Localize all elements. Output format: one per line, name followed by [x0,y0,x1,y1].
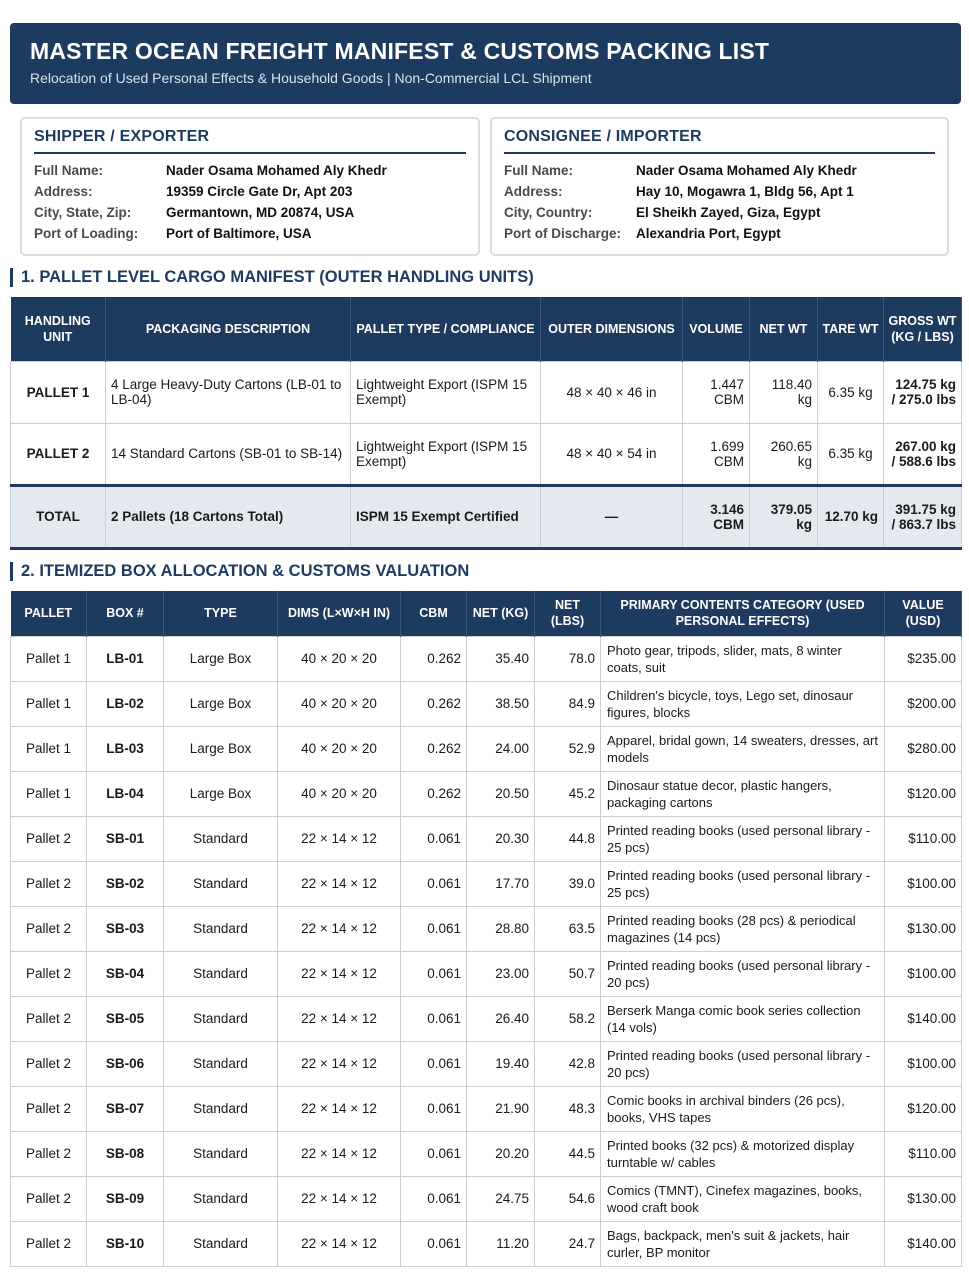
box-net-lbs: 78.0 [535,636,601,681]
column-header: VALUE (USD) [885,591,962,636]
consignee-heading: CONSIGNEE / IMPORTER [504,128,935,154]
field-value: Hay 10, Mogawra 1, Bldg 56, Apt 1 [636,184,854,199]
box-number: SB-07 [87,1086,164,1131]
box-net-lbs: 63.5 [535,906,601,951]
outer-dimensions: 48 × 40 × 46 in [541,361,683,423]
box-number: SB-09 [87,1176,164,1221]
box-net-lbs: 45.2 [535,771,601,816]
field-value: El Sheikh Zayed, Giza, Egypt [636,205,821,220]
box-number: LB-03 [87,726,164,771]
box-contents: Comic books in archival binders (26 pcs), books, VHS tapes [601,1086,885,1131]
shipper-row [34,202,466,223]
total-compliance: ISPM 15 Exempt Certified [351,485,541,548]
pallet-cell: Pallet 2 [11,1176,87,1221]
field-label: Address: [504,184,563,199]
box-type: Large Box [164,771,278,816]
box-value: $280.00 [885,726,962,771]
document-title: MASTER OCEAN FREIGHT MANIFEST & CUSTOMS PACKING LIST [30,38,770,64]
table-row [11,771,962,816]
box-contents: Printed reading books (28 pcs) & periodical magazines (14 pcs) [601,906,885,951]
box-contents: Printed reading books (used personal library - 25 pcs) [601,816,885,861]
box-net-lbs: 50.7 [535,951,601,996]
box-value: $110.00 [885,816,962,861]
column-header: PALLET [11,591,87,636]
box-contents: Printed reading books (used personal library - 20 pcs) [601,951,885,996]
box-value: $110.00 [885,1131,962,1176]
box-type: Standard [164,906,278,951]
box-number: SB-10 [87,1221,164,1266]
box-net-kg: 26.40 [467,996,535,1041]
box-number: SB-05 [87,996,164,1041]
tare-weight: 6.35 kg [818,423,884,485]
pallet-cell: Pallet 2 [11,1221,87,1266]
packaging-description: 4 Large Heavy-Duty Cartons (LB-01 to LB-04) [106,361,351,423]
box-contents: Comics (TMNT), Cinefex magazines, books, wood craft book [601,1176,885,1221]
box-value: $235.00 [885,636,962,681]
box-number: SB-03 [87,906,164,951]
box-type: Standard [164,816,278,861]
field-label: City, State, Zip: [34,205,132,220]
box-value: $100.00 [885,951,962,996]
box-contents: Printed books (32 pcs) & motorized display turntable w/ cables [601,1131,885,1176]
handling-unit: PALLET 1 [11,361,106,423]
box-number: LB-01 [87,636,164,681]
pallet-cell: Pallet 2 [11,1041,87,1086]
table-row [11,816,962,861]
box-cbm: 0.061 [401,1086,467,1131]
pallet-cell: Pallet 2 [11,1131,87,1176]
consignee-row [504,160,935,181]
section-2-title: 2. ITEMIZED BOX ALLOCATION & CUSTOMS VALUATION [10,562,469,581]
column-header: VOLUME [683,297,750,361]
consignee-panel [490,117,949,256]
box-number: SB-02 [87,861,164,906]
box-net-kg: 24.00 [467,726,535,771]
box-contents: Berserk Manga comic book series collection (14 vols) [601,996,885,1041]
box-dimensions: 22 × 14 × 12 [278,951,401,996]
box-number: SB-06 [87,1041,164,1086]
box-net-kg: 23.00 [467,951,535,996]
box-dimensions: 22 × 14 × 12 [278,906,401,951]
box-cbm: 0.262 [401,771,467,816]
box-dimensions: 22 × 14 × 12 [278,1041,401,1086]
table-row [11,1221,962,1266]
field-label: Port of Discharge: [504,226,622,241]
pallet-manifest-table [10,297,962,550]
box-net-kg: 19.40 [467,1041,535,1086]
box-cbm: 0.262 [401,636,467,681]
total-label: TOTAL [11,485,106,548]
table-header-row [11,591,962,636]
box-dimensions: 40 × 20 × 20 [278,636,401,681]
net-weight: 118.40 kg [750,361,818,423]
box-type: Large Box [164,726,278,771]
column-header: OUTER DIMENSIONS [541,297,683,361]
box-cbm: 0.061 [401,906,467,951]
table-row [11,906,962,951]
column-header: TARE WT [818,297,884,361]
table-header-row [11,297,962,361]
field-value: Alexandria Port, Egypt [636,226,781,241]
table-row [11,636,962,681]
column-header: CBM [401,591,467,636]
field-label: Address: [34,184,93,199]
box-type: Standard [164,1041,278,1086]
box-value: $130.00 [885,906,962,951]
pallet-cell: Pallet 2 [11,861,87,906]
box-net-lbs: 48.3 [535,1086,601,1131]
box-dimensions: 40 × 20 × 20 [278,771,401,816]
box-dimensions: 22 × 14 × 12 [278,996,401,1041]
box-contents: Bags, backpack, men's suit & jackets, hair curler, BP monitor [601,1221,885,1266]
box-value: $100.00 [885,1041,962,1086]
pallet-type: Lightweight Export (ISPM 15 Exempt) [351,423,541,485]
column-header: HANDLING UNIT [11,297,106,361]
box-type: Standard [164,1086,278,1131]
box-dimensions: 22 × 14 × 12 [278,816,401,861]
table-row [11,951,962,996]
total-gross-weight: 391.75 kg / 863.7 lbs [884,485,962,548]
field-value: Germantown, MD 20874, USA [166,205,355,220]
pallet-cell: Pallet 1 [11,636,87,681]
document-header [10,23,961,104]
volume: 1.447 CBM [683,361,750,423]
box-net-kg: 20.30 [467,816,535,861]
box-number: SB-01 [87,816,164,861]
shipper-row [34,181,466,202]
column-header: NET (KG) [467,591,535,636]
box-net-kg: 17.70 [467,861,535,906]
consignee-row [504,202,935,223]
field-value: Nader Osama Mohamed Aly Khedr [166,163,387,178]
box-net-kg: 11.20 [467,1221,535,1266]
table-row [11,361,962,423]
box-net-kg: 24.75 [467,1176,535,1221]
column-header: DIMS (L×W×H IN) [278,591,401,636]
gross-weight: 124.75 kg / 275.0 lbs [884,361,962,423]
handling-unit: PALLET 2 [11,423,106,485]
box-type: Large Box [164,681,278,726]
pallet-cell: Pallet 2 [11,906,87,951]
box-contents: Photo gear, tripods, slider, mats, 8 winter coats, suit [601,636,885,681]
total-description: 2 Pallets (18 Cartons Total) [106,485,351,548]
column-header: TYPE [164,591,278,636]
box-cbm: 0.262 [401,726,467,771]
pallet-cell: Pallet 1 [11,681,87,726]
field-label: Full Name: [504,163,574,178]
table-row [11,1086,962,1131]
box-net-lbs: 44.5 [535,1131,601,1176]
column-header: NET WT [750,297,818,361]
total-dimensions: — [541,485,683,548]
pallet-cell: Pallet 1 [11,726,87,771]
box-number: SB-08 [87,1131,164,1176]
box-type: Standard [164,951,278,996]
box-number: LB-02 [87,681,164,726]
gross-weight: 267.00 kg / 588.6 lbs [884,423,962,485]
table-row [11,423,962,485]
shipper-row [34,160,466,181]
box-net-kg: 38.50 [467,681,535,726]
column-header: GROSS WT (KG / LBS) [884,297,962,361]
box-net-lbs: 58.2 [535,996,601,1041]
box-dimensions: 22 × 14 × 12 [278,1221,401,1266]
document-subtitle: Relocation of Used Personal Effects & Household Goods | Non-Commercial LCL Shipment [30,70,592,86]
box-type: Standard [164,1131,278,1176]
outer-dimensions: 48 × 40 × 54 in [541,423,683,485]
tare-weight: 6.35 kg [818,361,884,423]
pallet-cell: Pallet 2 [11,816,87,861]
box-value: $120.00 [885,1086,962,1131]
table-row [11,996,962,1041]
box-contents: Printed reading books (used personal library - 20 pcs) [601,1041,885,1086]
box-dimensions: 22 × 14 × 12 [278,861,401,906]
box-cbm: 0.061 [401,1221,467,1266]
field-value: Nader Osama Mohamed Aly Khedr [636,163,857,178]
box-dimensions: 40 × 20 × 20 [278,681,401,726]
table-row [11,1131,962,1176]
box-cbm: 0.061 [401,996,467,1041]
box-type: Large Box [164,636,278,681]
box-value: $140.00 [885,996,962,1041]
pallet-cell: Pallet 2 [11,996,87,1041]
column-header: PRIMARY CONTENTS CATEGORY (USED PERSONAL EFFECTS) [601,591,885,636]
box-value: $200.00 [885,681,962,726]
shipper-panel [20,117,480,256]
total-net-weight: 379.05 kg [750,485,818,548]
box-net-lbs: 42.8 [535,1041,601,1086]
field-label: Full Name: [34,163,104,178]
box-allocation-table [10,591,962,1267]
box-cbm: 0.061 [401,816,467,861]
box-net-kg: 21.90 [467,1086,535,1131]
box-dimensions: 22 × 14 × 12 [278,1176,401,1221]
box-cbm: 0.061 [401,1131,467,1176]
box-net-lbs: 44.8 [535,816,601,861]
box-dimensions: 22 × 14 × 12 [278,1086,401,1131]
box-contents: Printed reading books (used personal library - 25 pcs) [601,861,885,906]
box-net-kg: 20.50 [467,771,535,816]
pallet-type: Lightweight Export (ISPM 15 Exempt) [351,361,541,423]
box-net-lbs: 24.7 [535,1221,601,1266]
shipper-heading: SHIPPER / EXPORTER [34,128,466,154]
box-value: $140.00 [885,1221,962,1266]
pallet-cell: Pallet 2 [11,951,87,996]
box-number: LB-04 [87,771,164,816]
consignee-row [504,223,935,244]
field-label: City, Country: [504,205,593,220]
box-net-lbs: 54.6 [535,1176,601,1221]
consignee-row [504,181,935,202]
box-cbm: 0.061 [401,951,467,996]
table-row [11,861,962,906]
field-value: Port of Baltimore, USA [166,226,312,241]
box-number: SB-04 [87,951,164,996]
box-dimensions: 40 × 20 × 20 [278,726,401,771]
box-type: Standard [164,1176,278,1221]
column-header: BOX # [87,591,164,636]
shipper-row [34,223,466,244]
pallet-cell: Pallet 2 [11,1086,87,1131]
packaging-description: 14 Standard Cartons (SB-01 to SB-14) [106,423,351,485]
table-row [11,1041,962,1086]
box-contents: Dinosaur statue decor, plastic hangers, packaging cartons [601,771,885,816]
box-cbm: 0.061 [401,861,467,906]
box-net-lbs: 52.9 [535,726,601,771]
box-net-kg: 20.20 [467,1131,535,1176]
column-header: PACKAGING DESCRIPTION [106,297,351,361]
field-value: 19359 Circle Gate Dr, Apt 203 [166,184,353,199]
column-header: PALLET TYPE / COMPLIANCE [351,297,541,361]
box-type: Standard [164,1221,278,1266]
total-volume: 3.146 CBM [683,485,750,548]
pallet-cell: Pallet 1 [11,771,87,816]
field-label: Port of Loading: [34,226,139,241]
box-net-lbs: 39.0 [535,861,601,906]
box-net-kg: 35.40 [467,636,535,681]
table-row [11,681,962,726]
table-row [11,1176,962,1221]
column-header: NET (LBS) [535,591,601,636]
box-value: $130.00 [885,1176,962,1221]
box-type: Standard [164,861,278,906]
box-cbm: 0.061 [401,1176,467,1221]
box-net-lbs: 84.9 [535,681,601,726]
box-cbm: 0.061 [401,1041,467,1086]
box-net-kg: 28.80 [467,906,535,951]
box-contents: Children's bicycle, toys, Lego set, dinosaur figures, blocks [601,681,885,726]
section-1-title: 1. PALLET LEVEL CARGO MANIFEST (OUTER HANDLING UNITS) [10,268,534,287]
box-cbm: 0.262 [401,681,467,726]
net-weight: 260.65 kg [750,423,818,485]
box-contents: Apparel, bridal gown, 14 sweaters, dresses, art models [601,726,885,771]
table-row [11,726,962,771]
box-value: $100.00 [885,861,962,906]
box-type: Standard [164,996,278,1041]
box-value: $120.00 [885,771,962,816]
total-tare-weight: 12.70 kg [818,485,884,548]
volume: 1.699 CBM [683,423,750,485]
box-dimensions: 22 × 14 × 12 [278,1131,401,1176]
total-row [11,485,962,548]
